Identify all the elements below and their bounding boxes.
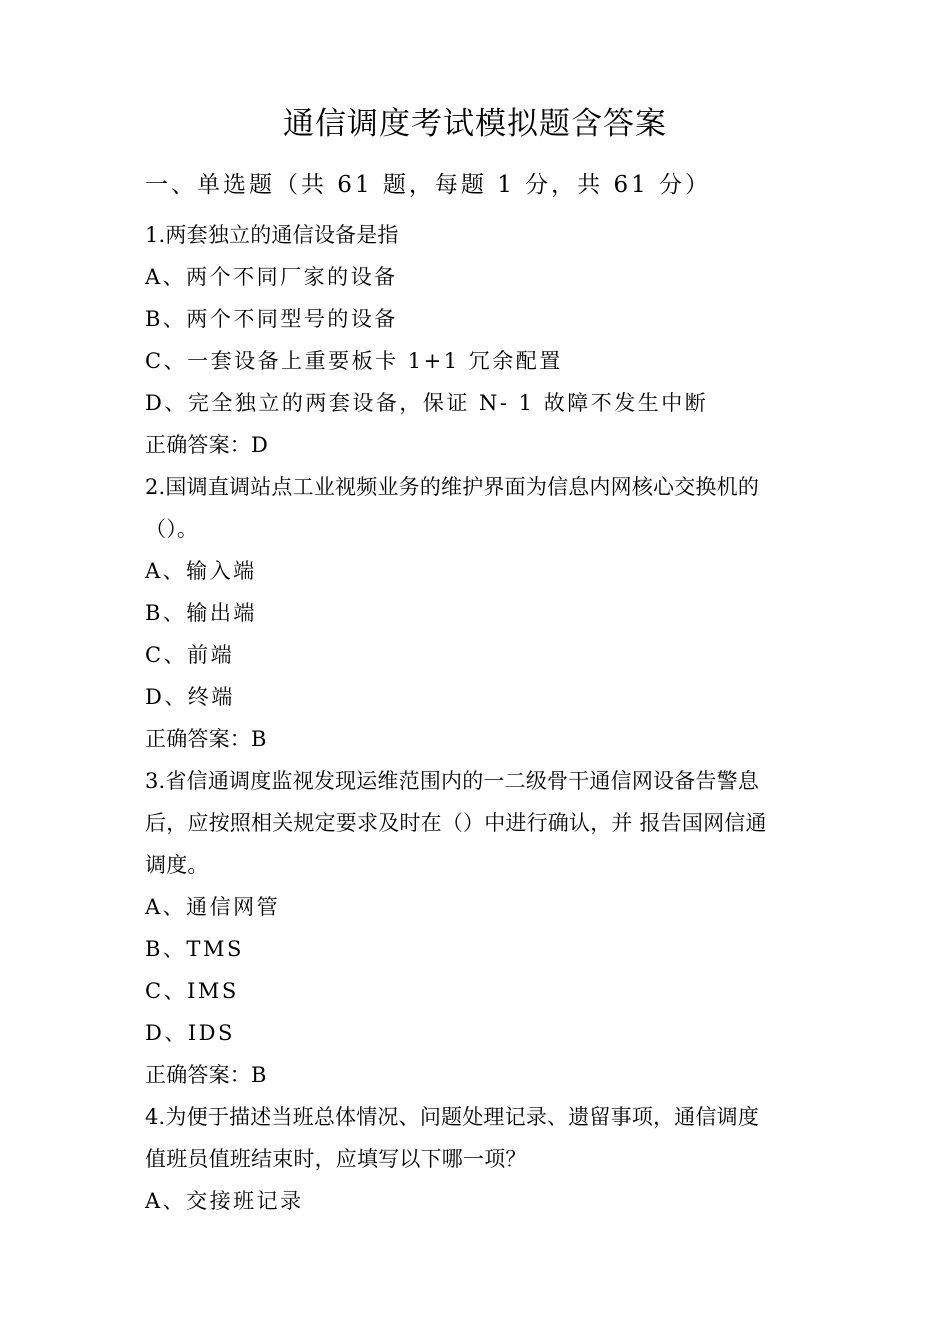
question-stem: 2.国调直调站点工业视频业务的维护界面为信息内网核心交换机的 xyxy=(145,475,760,499)
option-a: A、输入端 xyxy=(145,559,257,583)
correct-answer: 正确答案：B xyxy=(145,727,267,751)
question-list xyxy=(145,214,815,1222)
question-item xyxy=(145,466,815,760)
question-stem-continued: （）。 xyxy=(145,517,199,541)
question-stem-continued: 调度。 xyxy=(145,853,209,877)
document-title: 通信调度考试模拟题含答案 xyxy=(283,106,667,142)
question-item xyxy=(145,214,815,466)
question-stem: 1.两套独立的通信设备是指 xyxy=(145,223,399,247)
option-a: A、两个不同厂家的设备 xyxy=(145,265,398,289)
option-b: B、TMS xyxy=(145,937,244,961)
option-d: D、IDS xyxy=(145,1021,235,1045)
question-item xyxy=(145,760,815,1096)
question-stem-continued: 值班员值班结束时，应填写以下哪一项？ xyxy=(145,1147,527,1171)
option-c: C、一套设备上重要板卡 1+1 冗余配置 xyxy=(145,349,563,373)
option-c: C、前端 xyxy=(145,643,235,667)
question-item xyxy=(145,1096,815,1222)
correct-answer: 正确答案：D xyxy=(145,433,269,457)
option-a: A、通信网管 xyxy=(145,895,281,919)
section-heading: 一、单选题（共 61 题，每题 1 分，共 61 分） xyxy=(145,172,712,198)
option-b: B、两个不同型号的设备 xyxy=(145,307,398,331)
option-b: B、输出端 xyxy=(145,601,257,625)
correct-answer: 正确答案：B xyxy=(145,1063,267,1087)
question-stem-continued: 后，应按照相关规定要求及时在（）中进行确认，并 报告国网信通 xyxy=(145,811,767,835)
question-stem: 4.为便于描述当班总体情况、问题处理记录、遗留事项，通信调度 xyxy=(145,1105,760,1129)
option-d: D、终端 xyxy=(145,685,235,709)
question-stem: 3.省信通调度监视发现运维范围内的一二级骨干通信网设备告警息 xyxy=(145,769,760,793)
option-d: D、完全独立的两套设备，保证 N- 1 故障不发生中断 xyxy=(145,391,709,415)
option-a: A、交接班记录 xyxy=(145,1189,304,1213)
option-c: C、IMS xyxy=(145,979,239,1003)
